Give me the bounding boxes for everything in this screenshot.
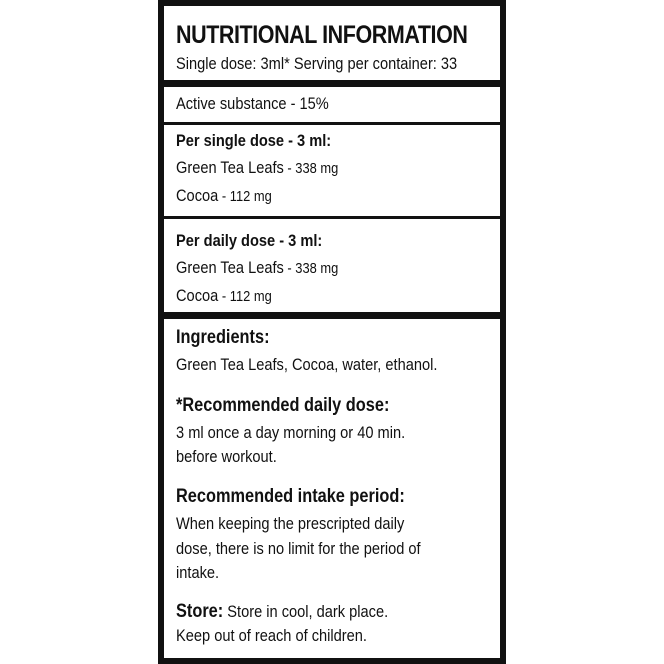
item-amount: - 338 mg (283, 160, 339, 177)
divider (164, 80, 500, 87)
intake-period-line: When keeping the prescripted daily (176, 514, 405, 533)
ingredients-heading: Ingredients: (176, 327, 270, 348)
single-dose-heading: Per single dose - 3 ml: (176, 131, 332, 150)
daily-dose-heading: Per daily dose - 3 ml: (176, 231, 323, 250)
item-amount: - 112 mg (218, 188, 272, 205)
recommended-dose-line: before workout. (176, 447, 277, 466)
recommended-dose-heading: *Recommended daily dose: (176, 395, 390, 416)
label-title: NUTRITIONAL INFORMATION (176, 21, 468, 49)
single-dose-item (176, 157, 338, 180)
item-amount: - 338 mg (283, 260, 339, 277)
single-dose-item (176, 185, 272, 208)
ingredients-text: Green Tea Leafs, Cocoa, water, ethanol. (176, 355, 438, 374)
item-name: Cocoa (176, 286, 219, 305)
divider (164, 312, 500, 319)
store-heading: Store: (176, 601, 224, 622)
active-substance: Active substance - 15% (176, 94, 329, 113)
store-text: Store in cool, dark place. (223, 602, 389, 621)
intake-period-line: dose, there is no limit for the period of (176, 539, 421, 558)
recommended-dose-line: 3 ml once a day morning or 40 min. (176, 423, 406, 442)
item-name: Cocoa (176, 186, 219, 205)
daily-dose-item (176, 257, 338, 280)
store-line-2: Keep out of reach of children. (176, 626, 368, 645)
daily-dose-item (176, 285, 272, 308)
divider (164, 216, 500, 219)
item-amount: - 112 mg (218, 288, 272, 305)
item-name: Green Tea Leafs (176, 158, 284, 177)
intake-period-line: intake. (176, 563, 220, 582)
store-line (176, 601, 388, 623)
divider (164, 122, 500, 125)
intake-period-heading: Recommended intake period: (176, 486, 405, 507)
serving-info: Single dose: 3ml* Serving per container: 33 (176, 54, 458, 73)
item-name: Green Tea Leafs (176, 258, 284, 277)
nutrition-label (158, 0, 506, 664)
